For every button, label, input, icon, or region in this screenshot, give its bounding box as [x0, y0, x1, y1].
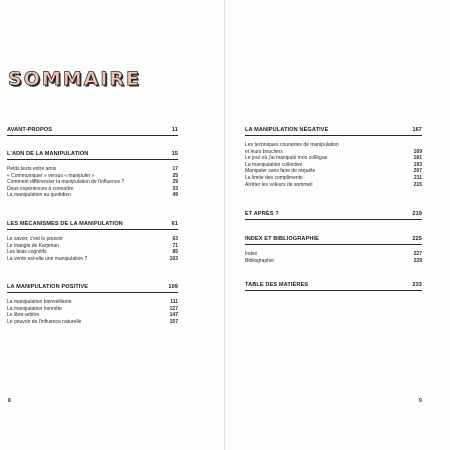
entry-label: Le jour où j'ai manipulé mon collègue: [245, 155, 328, 162]
section-heading: [245, 127, 422, 136]
toc-entry: [245, 155, 422, 162]
entry-page-number: 147: [169, 312, 178, 319]
entry-label: La vente est-elle une manipulation ?: [7, 255, 88, 262]
entry-label: « Communiquer » versus « manipuler »: [7, 172, 95, 179]
section-title: INDEX ET BIBLIOGRAPHIE: [245, 236, 319, 242]
entry-label: Les biais cognitifs: [7, 249, 47, 256]
section-title: LES MÉCANISMES DE LA MANIPULATION: [7, 221, 123, 227]
toc-entry: [7, 192, 178, 199]
entry-page-number: 211: [413, 174, 422, 181]
section-page-number: 219: [412, 211, 422, 217]
entry-label: Le triangle de Karpman: [7, 242, 59, 249]
entry-label: La manipulation au quotidien: [7, 192, 71, 199]
entry-page-number: 227: [413, 251, 422, 257]
entry-page-number: 193: [413, 161, 422, 168]
toc-entry: [245, 142, 422, 155]
toc-entry: [7, 256, 178, 263]
entry-label: Comment différencier la manipulation de l'influence ?: [7, 179, 125, 186]
toc-entry: [245, 162, 422, 169]
entry-label: Manipuler sans faire de requête: [245, 168, 316, 175]
entry-label: Index: [245, 251, 258, 257]
section-page-number: 11: [171, 127, 178, 133]
entry-page-number: 71: [172, 242, 178, 249]
section-page-number: 15: [171, 151, 178, 157]
toc-entry: [7, 173, 178, 180]
entry-page-number: 169: [413, 148, 422, 155]
section-heading: [7, 221, 178, 230]
section-page-number: 167: [412, 127, 422, 133]
entry-page-number: 103: [169, 255, 178, 262]
entry-label: Le pouvoir de l'influence naturelle: [7, 318, 82, 325]
entry-label: Le savoir, c'est le pouvoir: [7, 236, 63, 242]
section-heading: [7, 127, 178, 136]
toc-entry: [7, 312, 178, 319]
section-heading: [245, 211, 422, 220]
entry-page-number: 207: [413, 168, 422, 175]
toc-entry: [7, 249, 178, 256]
section-heading: [245, 282, 422, 291]
toc-entry: [245, 258, 422, 265]
toc-entry: [7, 306, 178, 313]
entry-page-number: 215: [413, 181, 422, 188]
section-title: L'ADN DE LA MANIPULATION: [7, 151, 89, 157]
toc-section: [7, 151, 178, 199]
entry-label: Les techniques courantes de manipulation et leurs boucliers: [245, 142, 339, 155]
entry-page-number: 17: [172, 166, 178, 172]
section-title: AVANT-PROPOS: [7, 127, 53, 133]
section-heading: [245, 236, 422, 245]
toc-entry: [245, 182, 422, 189]
toc-section: [245, 127, 422, 188]
section-heading: [7, 284, 178, 293]
entry-page-number: 127: [169, 305, 178, 312]
toc-entry: [7, 243, 178, 250]
toc-entry: [7, 166, 178, 173]
toc-section: [7, 284, 178, 325]
section-page-number: 109: [168, 284, 178, 290]
section-page-number: 225: [412, 236, 422, 242]
toc-section: [7, 221, 178, 262]
entry-label: Arrêter les voleurs de sommeil: [245, 181, 313, 188]
entry-list: [7, 299, 178, 325]
toc-entry: [245, 168, 422, 175]
page-number: 8: [8, 398, 11, 404]
toc-entry: [7, 319, 178, 326]
entry-page-number: 111: [170, 299, 178, 305]
entry-list: [7, 166, 178, 199]
entry-label: La manipulation bienveillante: [7, 299, 72, 305]
toc-section: [245, 236, 422, 264]
page-number: 9: [419, 398, 422, 404]
section-title: LA MANIPULATION POSITIVE: [7, 284, 89, 290]
section-page-number: 233: [412, 282, 422, 288]
toc-section: [245, 211, 422, 220]
section-title: LA MANIPULATION NÉGATIVE: [245, 127, 329, 133]
entry-label: Bibliographie: [245, 257, 274, 264]
entry-list: [245, 142, 422, 188]
entry-page-number: 229: [413, 257, 422, 264]
toc-entry: [245, 175, 422, 182]
entry-page-number: 25: [172, 172, 178, 179]
toc-entry: [7, 186, 178, 193]
entry-page-number: 33: [172, 185, 178, 192]
toc-section: [245, 282, 422, 291]
entry-page-number: 49: [172, 192, 178, 199]
entry-page-number: 63: [172, 236, 178, 242]
entry-label: La limite des compliments: [245, 174, 303, 181]
entry-label: La manipulation honnête: [7, 305, 62, 312]
entry-page-number: 181: [413, 155, 422, 162]
section-heading: [7, 151, 178, 160]
entry-page-number: 85: [172, 249, 178, 256]
section-title: ET APRÈS ?: [245, 211, 279, 217]
toc-entry: [7, 179, 178, 186]
entry-list: [245, 251, 422, 264]
entry-label: Le libre-arbitre: [7, 312, 40, 319]
entry-list: [7, 236, 178, 262]
toc-section: [7, 127, 178, 136]
section-page-number: 61: [171, 221, 178, 227]
entry-page-number: 157: [169, 318, 178, 325]
entry-label: Petits tests entre amis: [7, 166, 57, 172]
entry-page-number: 29: [172, 179, 178, 186]
entry-label: Deux expériences à connaître: [7, 185, 74, 192]
section-title: TABLE DES MATIÈRES: [245, 282, 309, 288]
entry-label: La manipulation collective: [245, 161, 303, 168]
toc-entry: [7, 299, 178, 306]
right-page: [225, 0, 450, 450]
toc-entry: [7, 236, 178, 243]
toc-title: SOMMAIRE: [8, 68, 142, 90]
toc-entry: [245, 251, 422, 258]
